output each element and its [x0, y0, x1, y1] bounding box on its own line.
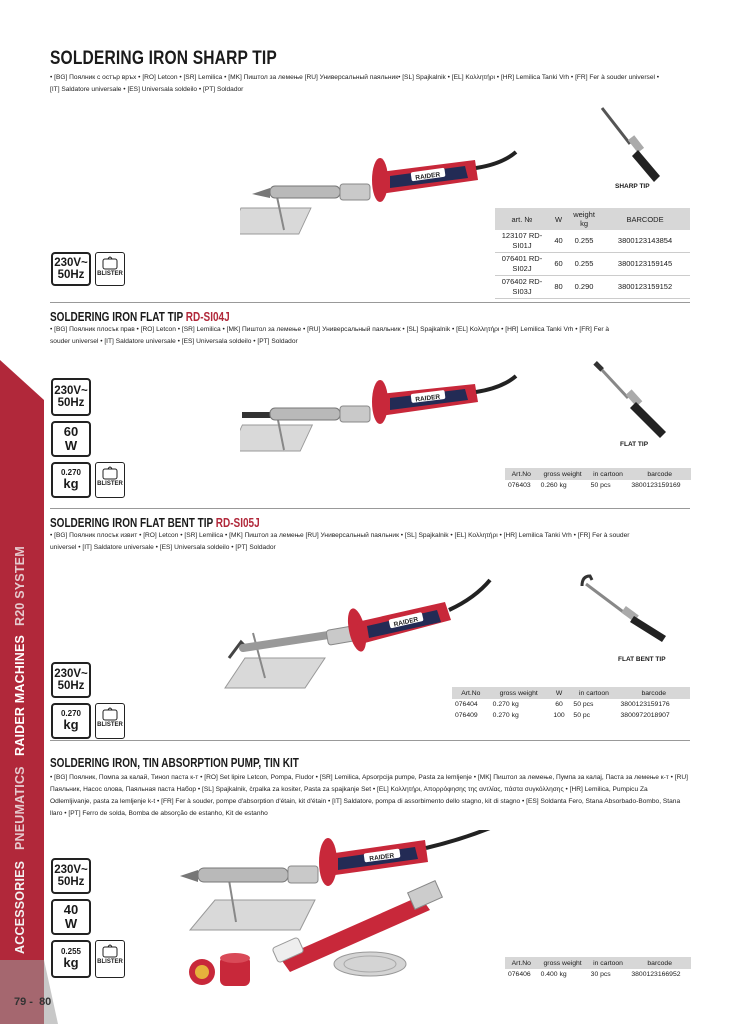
product-table-wrap	[505, 468, 691, 491]
tip-caption: SHARP TIP	[615, 183, 650, 190]
product-title: SOLDERING IRON FLAT TIP RD-SI04J	[50, 310, 230, 324]
product-table	[505, 957, 691, 980]
table-header: Art.No	[505, 957, 538, 969]
product-description: • [BG] Поялник плосък прав • [RO] Letcon • [SR] Lemilica • [MK] Пиштол за лемење • [RU] Универсальный паяльник • [SL] Spajkalnik • [EL] Κολλητήρι • [HR] Lemilica Tanki Vrh • [FR] Fer à souder universel • [IT] Saldatore universale • [ES] Universala soldeilo • [PT] Soldador	[50, 326, 610, 345]
svg-text:RAIDER: RAIDER	[368, 852, 395, 863]
product-table	[495, 208, 690, 299]
table-row: 076401 RD-SI02J 60 0.255 3800123159145	[495, 253, 690, 276]
svg-text:RAIDER: RAIDER	[393, 616, 419, 629]
weight-spec-box: 0.270 kg	[51, 462, 91, 498]
table-row: 076409 0.270 kg 100 50 pc 3800972018907	[455, 712, 670, 719]
tip-caption: FLAT TIP	[620, 441, 649, 448]
table-header: in cartoon	[588, 957, 629, 969]
svg-text:RAIDER: RAIDER	[414, 393, 441, 404]
product-table-wrap	[452, 687, 690, 721]
page-number: 79 - 80	[14, 996, 52, 1008]
section-divider	[50, 740, 690, 741]
table-header: gross weight	[490, 687, 548, 699]
table-header: in cartoon	[570, 687, 617, 699]
table-header: W	[548, 687, 571, 699]
table-header: barcode	[628, 468, 691, 480]
table-header: BARCODE	[600, 208, 690, 230]
voltage-spec-box: 230V~ 50Hz	[51, 662, 91, 698]
table-header: in cartoon	[588, 468, 629, 480]
product-table	[452, 687, 690, 721]
tip-caption: FLAT BENT TIP	[618, 656, 666, 663]
product-description: • [BG] Поялник с остър връх • [RO] Letcon • [SR] Lemilica • [MK] Пиштол за лемење [RU] Универсальный паяльник• [SL] Spajkalnik • [EL] Κολλητήρι • [HR] Lemilica Tanki Vrh • [FR] Fer à souder universel • [IT] Saldatore universale • [ES] Universala soldeilo • [PT] Soldador	[50, 74, 660, 93]
table-row: 076406 0.400 kg 30 pcs 3800123166952	[508, 971, 681, 978]
weight-spec-box: 0.270 kg	[51, 703, 91, 739]
sidebar-category-r20-system[interactable]: R20 SYSTEM	[13, 546, 27, 626]
table-header: barcode	[618, 687, 690, 699]
blister-package-icon	[102, 465, 118, 480]
table-row: 076402 RD-SI03J 80 0.290 3800123159152	[495, 276, 690, 299]
table-header: Art.No	[452, 687, 490, 699]
soldering-kit-image	[170, 830, 500, 990]
soldering-iron-image	[240, 370, 520, 465]
section-divider	[50, 508, 690, 509]
blister-icon: BLISTER	[95, 462, 125, 498]
product-description: • [BG] Поялник, Помпа за калай, Тинол паста к-т • [RO] Set lipire Letcon, Pompa, Fludor • [SR] Lemilica, Apsorpcija pumpe, Pasta za lemljenje • [MK] Пиштол за лемење, Пумпа за калај, Паста за лемење к-т • [RU] Паяльник, Насос олова, Паяльная паста Набор • [SL] Spajkalnik, črpalka za kositer, Pasta za spajkanje Set • [EL] Κολλητήρι, Απορρόφησης της αντλίας, πάστα συγκόλλησης • [HR] Lemilica, Pumpicu Za Odlemljivanje, pasta za lemljenje k-t • [FR] Fer à souder, pompe d'absorption d'étain, kit d'étain • [IT] Saldatore, pompa di assorbimento dello stagno, kit di stagno • [ES] Soldanta Fero, Stana Absorbado-Bombo, Stana llaro • [PT] Ferro de solda, Bomba de absorção de estanho, Kit de estanho	[50, 774, 688, 817]
blister-package-icon	[102, 706, 118, 721]
sharp-tip-image	[598, 106, 668, 186]
sidebar-category-pneumatics[interactable]: PNEUMATICS	[13, 766, 27, 850]
voltage-spec-box: 230V~ 50Hz	[51, 378, 91, 416]
blister-icon: BLISTER	[95, 252, 125, 286]
sidebar-category-raider-machines[interactable]: RAIDER MACHINES	[13, 634, 27, 756]
table-header: weight kg	[568, 208, 600, 230]
blister-icon: BLISTER	[95, 703, 125, 739]
blister-icon: BLISTER	[95, 940, 125, 978]
blister-package-icon	[102, 255, 118, 270]
svg-text:RAIDER: RAIDER	[414, 171, 441, 182]
product-title: SOLDERING IRON, TIN ABSORPTION PUMP, TIN KIT	[50, 756, 299, 770]
table-header: gross weight	[538, 957, 588, 969]
table-header: Art.No	[505, 468, 538, 480]
table-row: 076404 0.270 kg 60 50 pcs 3800123159176	[455, 701, 670, 708]
power-spec-box: 60 W	[51, 421, 91, 457]
table-header: barcode	[628, 957, 691, 969]
sidebar-category-accessories[interactable]: ACCESSORIES	[13, 860, 27, 954]
table-row: 123107 RD-SI01J 40 0.255 3800123143854	[495, 230, 690, 253]
flat-bent-tip-image	[578, 574, 672, 644]
weight-spec-box: 0.255 kg	[51, 940, 91, 978]
table-header: gross weight	[538, 468, 588, 480]
table-row: 076403 0.260 kg 50 pcs 3800123159169	[508, 482, 681, 489]
blister-package-icon	[102, 943, 118, 958]
table-header: art. №	[495, 208, 549, 230]
flat-tip-image	[592, 360, 674, 442]
voltage-spec-box: 230V~ 50Hz	[51, 252, 91, 286]
product-description: • [BG] Поялник плосък извит • [RO] Letcon • [SR] Lemilica • [MK] Пиштол за лемење [RU] Универсальный паяльник • [SL] Spajkalnik • [EL] Κολλητήρι • [HR] Lemilica Tanki Vrh • [FR] Fer à souder universel • [IT] Saldatore universale • [ES] Universala soldeilo • [PT] Soldador	[50, 532, 630, 551]
product-title: SOLDERING IRON SHARP TIP	[50, 48, 277, 69]
section-divider	[50, 302, 690, 303]
product-table-wrap	[505, 957, 691, 980]
soldering-iron-image	[240, 150, 520, 245]
power-spec-box: 40 W	[51, 899, 91, 935]
product-title: SOLDERING IRON FLAT BENT TIP RD-SI05J	[50, 516, 260, 530]
voltage-spec-box: 230V~ 50Hz	[51, 858, 91, 894]
table-header: W	[549, 208, 568, 230]
product-table	[505, 468, 691, 491]
